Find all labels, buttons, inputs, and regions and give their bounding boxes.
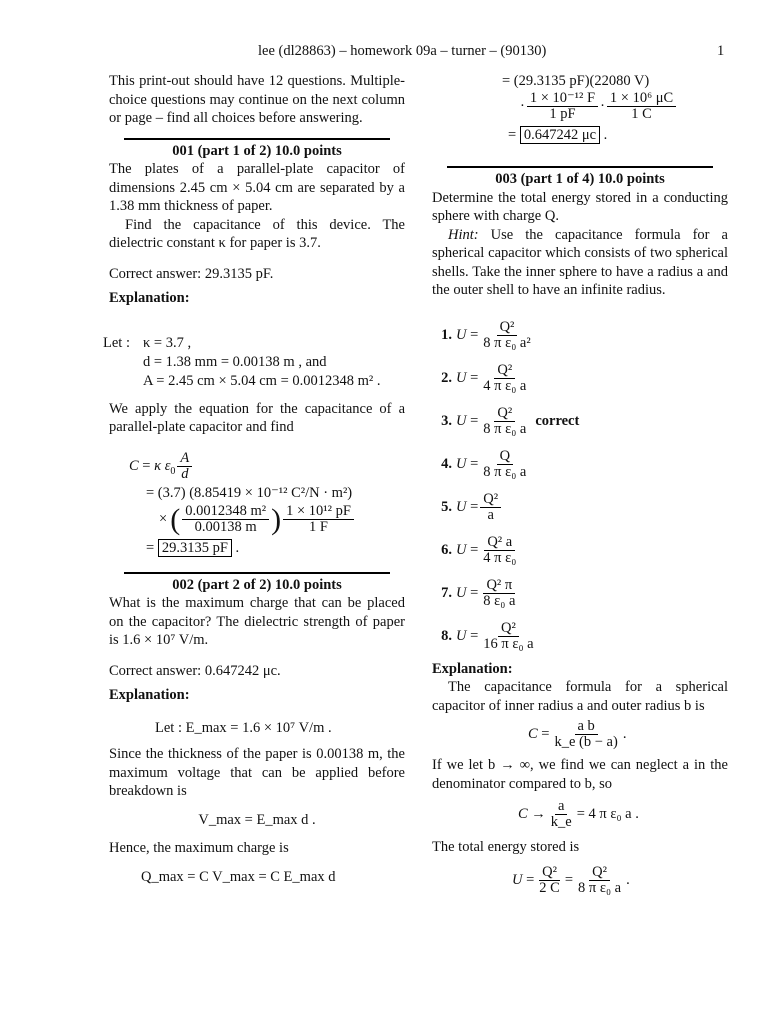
q3-lim-num: a	[555, 799, 567, 815]
q3-lim-den: k_e	[550, 814, 572, 830]
q1-answer: Correct answer: 29.3135 pF.	[109, 265, 274, 282]
q1-frac2-den: 1 F	[309, 519, 328, 535]
q3-cap-formula: C = $\frac{\text{a b}}{k\_e (b - a)}$ .	[528, 718, 627, 750]
q3-choice-1: 1. U = $\frac{\text{Q²}}{\text{8 π ε₀ a²}}$	[432, 314, 728, 357]
q2-f1-den: 1 pF	[549, 105, 576, 122]
q2-vmax: V_max = E_max d .	[198, 811, 316, 828]
choice-number: 3.	[441, 412, 452, 429]
divider	[124, 138, 390, 140]
choice-numerator: Q²	[498, 621, 519, 637]
choice-numerator: Q²	[494, 406, 515, 422]
q2-cont-1: = (29.3135 pF)(22080 V)	[502, 73, 650, 89]
q3-expl-3: The total energy stored is	[432, 839, 580, 855]
q3-energy-formula: U = $\frac{\text{Q²}}{2 C}$ = $\frac{\text{Q²}}{\text{8 π ε₀ a}}$ .	[512, 863, 630, 896]
q3-u2-num: Q²	[589, 865, 610, 881]
q3-choices	[432, 314, 728, 658]
choice-numerator: Q²	[480, 492, 501, 508]
q3-hint-text: Use the capacitance formula for a spherical capacitor which consists of two spherical shells. Take the inner sphere to have a radius a and the outer shell to have an infinite radius.	[432, 226, 728, 298]
q1-apply-text: We apply the equation for the capacitance of a parallel-plate capacitor and find	[109, 400, 405, 435]
q1-eq-2: = (3.7) (8.85419 × 10⁻¹² C²/N · m²)	[146, 484, 353, 501]
q3-u2-den: 8 π ε₀ a	[578, 879, 622, 896]
q3-cap-num: a b	[575, 719, 598, 735]
q3-u1-den: 2 C	[539, 879, 560, 896]
q2-f1-num: 1 × 10⁻¹² F	[527, 91, 598, 107]
q1-explanation-label: Explanation:	[109, 290, 190, 306]
q1-heading: 001 (part 1 of 2) 10.0 points	[172, 142, 342, 159]
choice-numerator: Q²	[497, 320, 518, 336]
q3-expl-2: If we let b → ∞, we find we can neglect a in the denominator compared to b, so	[432, 757, 728, 792]
q1-frac1-num: 0.0012348 m²	[182, 504, 269, 520]
divider	[124, 572, 390, 574]
choice-correct-tag: correct	[535, 412, 580, 429]
q1-frac1-den: 0.00138 m	[194, 519, 257, 535]
q3-choice-4: 4. U = $\frac{Q}{\text{8 π ε₀ a}}$	[432, 443, 728, 486]
q3-hint-label: Hint:	[448, 226, 479, 243]
q1-let-2: d = 1.38 mm = 0.00138 m , and	[143, 353, 327, 370]
choice-numerator: Q² π	[483, 578, 515, 594]
q3-choice-6: 6. U = $\frac{\text{Q² a}}{\text{4 π ε₀}}$	[432, 529, 728, 572]
choice-number: 1.	[441, 326, 452, 343]
q1-result: = 29.3135 pF .	[146, 540, 240, 556]
q3-heading: 003 (part 1 of 4) 10.0 points	[495, 171, 665, 187]
q3-choice-5: 5. U = $\frac{\text{Q²}}{a}$	[432, 486, 728, 529]
q2-result: = 0.647242 μc .	[508, 126, 608, 143]
q1-frac2-num: 1 × 10¹² pF	[283, 504, 354, 520]
q1-text-2: Find the capacitance of this device. The dielectric constant κ for paper is 3.7.	[109, 216, 405, 251]
q1-eq-1: C = κ $\varepsilon_0$ $\frac{A}{d}$	[129, 451, 405, 482]
q2-qmax: Q_max = C V_max = C E_max d	[141, 868, 336, 885]
q2-f2-num: 1 × 10⁶ μC	[607, 91, 676, 107]
choice-numerator: Q² a	[484, 535, 515, 551]
choice-number: 2.	[441, 369, 452, 386]
q3-lim-rhs: = 4 π ε₀ a .	[576, 806, 639, 823]
q3-text: Determine the total energy stored in a conducting sphere with charge Q.	[432, 189, 728, 224]
choice-denominator: 4 π ε₀	[483, 549, 517, 566]
choice-denominator: 8 ε₀ a	[483, 592, 516, 609]
choice-denominator: 8 π ε₀ a	[483, 463, 527, 480]
q3-expl-1: The capacitance formula for a spherical capacitor of inner radius a and outer radius b is	[432, 679, 728, 714]
choice-denominator: 4 π ε₀ a	[483, 377, 527, 394]
page-number: 1	[717, 43, 725, 59]
intro-text: This print-out should have 12 questions. Multiple-choice questions may continue on the next column or page – find all choices before answering.	[109, 73, 405, 126]
q3-choice-8: 8. U = $\frac{\text{Q²}}{\text{16 π ε₀ a}}$	[432, 615, 728, 658]
choice-number: 8.	[441, 627, 452, 644]
q2-thickness-text: Since the thickness of the paper is 0.00138 m, the maximum voltage that can be applied before breakdown is	[109, 746, 405, 799]
choice-denominator: 8 π ε₀ a²	[483, 334, 531, 351]
page-header: lee (dl28863) – homework 09a – turner – (90130)	[258, 43, 547, 59]
choice-denominator: 8 π ε₀ a	[483, 420, 527, 437]
q1-result-box: 29.3135 pF	[158, 539, 232, 557]
q3-choice-7: 7. U = $\frac{\text{Q² π}}{\text{8 ε₀ a}}$	[432, 572, 728, 615]
q2-answer: Correct answer: 0.647242 μc.	[109, 662, 281, 679]
q3-cap-den: k_e (b − a)	[554, 734, 618, 750]
q2-result-box: 0.647242 μc	[520, 126, 600, 144]
choice-denominator: a	[487, 506, 494, 523]
q2-cont-2: · $\frac{\text{1 × 10⁻¹² F}}{1 pF}$ · $\frac{\text{1 × 10⁶ μC}}{1 C}$	[520, 91, 728, 122]
q1-text: The plates of a parallel-plate capacitor of dimensions 2.45 cm × 5.04 cm are separated by a 1.38 mm thickness of paper.	[109, 161, 405, 214]
q3-explanation-label: Explanation:	[432, 660, 513, 677]
choice-number: 7.	[441, 584, 452, 601]
q2-text: What is the maximum charge that can be placed on the capacitor? The dielectric strength of paper is 1.6 × 10⁷ V/m.	[109, 595, 405, 648]
choice-number: 5.	[441, 498, 452, 515]
q3-choice-3: 3. U = $\frac{\text{Q²}}{\text{8 π ε₀ a}}$ correct	[432, 400, 728, 443]
q2-let: Let : E_max = 1.6 × 10⁷ V/m .	[155, 719, 332, 736]
q2-f2-den: 1 C	[631, 105, 652, 122]
q3-u1-num: Q²	[539, 865, 560, 881]
q3-choice-2: 2. U = $\frac{\text{Q²}}{\text{4 π ε₀ a}}$	[432, 357, 728, 400]
q3-limit-formula: C → $\frac{a}{k\_e}$ = 4 π ε₀ a .	[518, 798, 639, 830]
choice-denominator: 16 π ε₀ a	[483, 635, 534, 652]
choice-numerator: Q	[497, 449, 513, 465]
choice-number: 6.	[441, 541, 452, 558]
q1-eq-3: × ( $\frac{\text{0.0012348 m²}}{0.00138 m}$ ) $\frac{\text{1 × 10¹² pF}}{1 F}$	[159, 504, 405, 535]
left-column	[103, 72, 405, 886]
choice-number: 4.	[441, 455, 452, 472]
choice-numerator: Q²	[494, 363, 515, 379]
divider	[447, 166, 713, 168]
q1-let-1: κ = 3.7 ,	[143, 334, 192, 351]
q3-hint	[432, 226, 728, 300]
q1-let-3: A = 2.45 cm × 5.04 cm = 0.0012348 m² .	[143, 372, 381, 389]
right-column	[432, 72, 728, 896]
q2-heading: 002 (part 2 of 2) 10.0 points	[172, 576, 342, 593]
q2-hence: Hence, the maximum charge is	[109, 840, 289, 856]
q2-explanation-label: Explanation:	[109, 687, 190, 703]
q1-let-block: Let : κ = 3.7 , d = 1.38 mm = 0.00138 m , and A = 2.45 cm × 5.04 cm = 0.0012348 m² .	[103, 334, 381, 389]
